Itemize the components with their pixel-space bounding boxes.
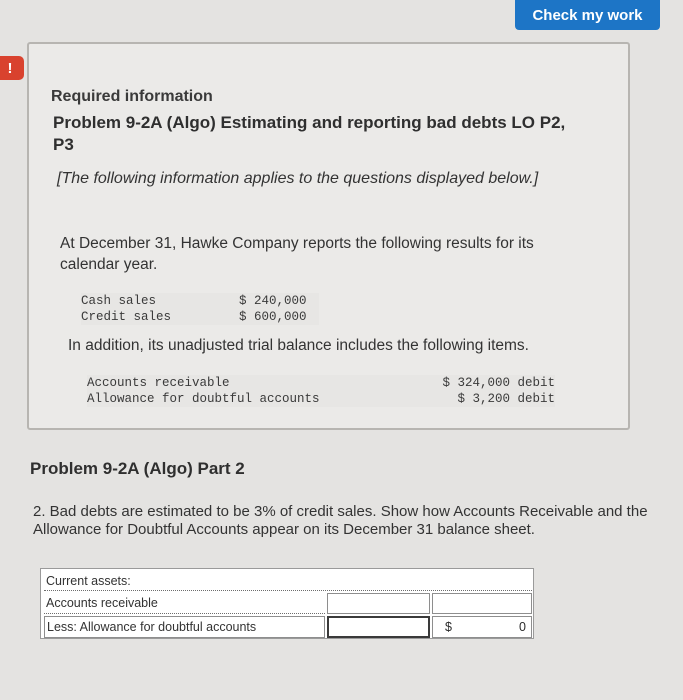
problem-title: Problem 9-2A (Algo) Estimating and reporting bad debts LO P2, P3 bbox=[53, 113, 566, 154]
sales-row bbox=[81, 309, 319, 325]
required-information-heading: Required information bbox=[51, 88, 213, 105]
trial-row bbox=[87, 375, 555, 391]
sales-row bbox=[81, 293, 319, 309]
sales-label: Credit sales bbox=[81, 310, 172, 324]
sales-table bbox=[81, 293, 319, 325]
sales-label: Cash sales bbox=[81, 294, 157, 308]
accounts-receivable-input[interactable] bbox=[327, 593, 430, 614]
current-assets-label: Current assets: bbox=[44, 571, 532, 591]
trial-balance-table bbox=[87, 375, 555, 407]
trial-row bbox=[87, 391, 555, 407]
required-information-panel bbox=[27, 42, 630, 430]
trial-label: Allowance for doubtful accounts bbox=[87, 392, 320, 406]
intro-text: At December 31, Hawke Company reports the following results for its calendar year. bbox=[60, 235, 534, 273]
accounts-receivable-label: Accounts receivable bbox=[44, 593, 325, 614]
dollar-sign: $ bbox=[445, 620, 452, 634]
info-note: [The following information applies to the questions displayed below.] bbox=[57, 170, 539, 187]
net-receivable-input[interactable] bbox=[432, 616, 532, 638]
balance-sheet-table bbox=[40, 568, 534, 639]
check-my-work-button[interactable]: Check my work bbox=[515, 0, 660, 30]
net-receivable-value: 0 bbox=[519, 620, 526, 634]
allowance-label: Less: Allowance for doubtful accounts bbox=[44, 616, 325, 638]
allowance-input[interactable] bbox=[327, 616, 430, 638]
trial-value: $ 3,200 debit bbox=[457, 392, 555, 406]
part-title: Problem 9-2A (Algo) Part 2 bbox=[30, 459, 245, 478]
sales-value: $ 600,000 bbox=[239, 310, 307, 324]
trial-label: Accounts receivable bbox=[87, 376, 230, 390]
trial-value: $ 324,000 debit bbox=[442, 376, 555, 390]
alert-icon: ! bbox=[0, 56, 24, 80]
accounts-receivable-total-input[interactable] bbox=[432, 593, 532, 614]
question-text: 2. Bad debts are estimated to be 3% of credit sales. Show how Accounts Receivable and the Allowance for Doubtful Accounts appear on its December 31 balance sheet. bbox=[33, 503, 648, 538]
trial-balance-intro: In addition, its unadjusted trial balance includes the following items. bbox=[68, 337, 529, 354]
sales-value: $ 240,000 bbox=[239, 294, 307, 308]
